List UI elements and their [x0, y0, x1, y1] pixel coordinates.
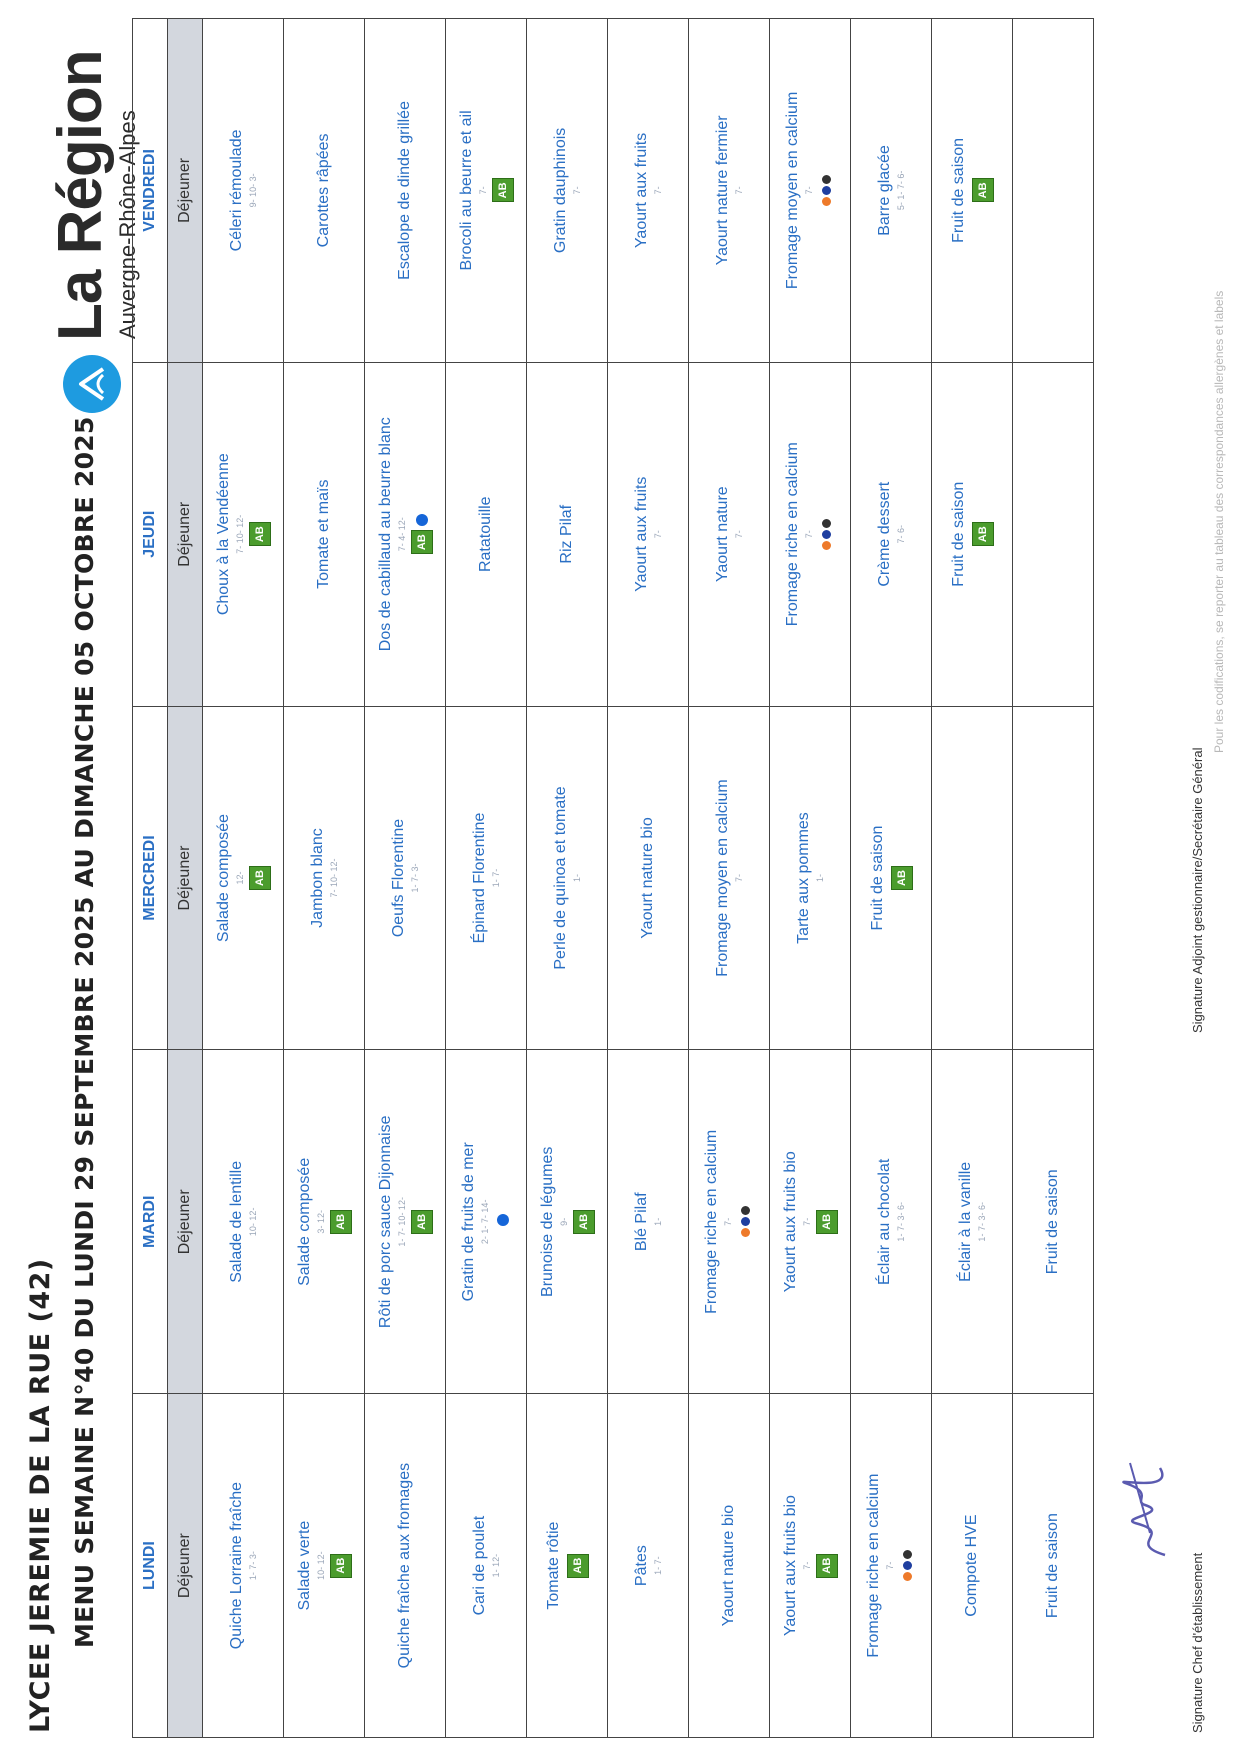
table-row [770, 19, 851, 1738]
menu-cell [932, 1050, 1013, 1394]
menu-cell [1013, 706, 1094, 1050]
menu-cell [689, 362, 770, 706]
allergen-codes: 10- 12- [316, 1551, 326, 1580]
label-badges [818, 25, 836, 356]
mountain-icon [73, 365, 111, 403]
menu-body [203, 19, 1094, 1738]
allergen-codes: 7- 4- 12- [397, 517, 407, 552]
menu-cell [689, 19, 770, 363]
menu-cell [203, 706, 284, 1050]
menu-cell [932, 19, 1013, 363]
table-row [608, 19, 689, 1738]
dish-name: Céleri rémoulade [228, 129, 245, 252]
table-row [689, 19, 770, 1738]
dish-name: Gratin dauphinois [552, 127, 569, 254]
menu-title: MENU SEMAINE N°40 DU LUNDI 29 SEPTEMBRE 2025 AU DIMANCHE 05 OCTOBRE 2025 [70, 416, 99, 1648]
calcium-dot-icon [822, 175, 831, 184]
menu-cell [284, 706, 365, 1050]
organic-ab-icon: AB [249, 522, 271, 546]
dish-name: Choux à la Vendéenne [215, 453, 232, 616]
allergen-codes: 9- [559, 1217, 569, 1226]
dish-name: Yaourt nature bio [639, 817, 656, 939]
menu-cell [851, 19, 932, 363]
allergen-codes: 7- [734, 530, 744, 539]
menu-cell [365, 706, 446, 1050]
school-name: LYCEE JEREMIE DE LA RUE (42) [25, 1258, 56, 1733]
menu-cell [770, 1050, 851, 1394]
label-badges [492, 25, 514, 356]
allergen-codes: 7- [722, 1217, 733, 1226]
label-badges [249, 713, 271, 1044]
menu-cell [365, 362, 446, 706]
dish-name: Éclair à la vanille [957, 1161, 974, 1282]
menu-table [132, 18, 1094, 1738]
organic-ab-icon: AB [573, 1210, 595, 1234]
menu-cell [284, 1394, 365, 1738]
allergen-codes: 1- [815, 874, 825, 883]
menu-cell [527, 1050, 608, 1394]
meal-header: Déjeuner [168, 1394, 203, 1738]
menu-cell [446, 1050, 527, 1394]
table-row [851, 19, 932, 1738]
menu-cell [365, 1050, 446, 1394]
meal-header-row [168, 19, 203, 1738]
organic-ab-icon: AB [567, 1554, 589, 1578]
menu-cell [284, 362, 365, 706]
dish-name: Fromage riche en calcium [783, 442, 801, 627]
menu-cell [851, 1050, 932, 1394]
menu-cell [527, 362, 608, 706]
menu-cell [851, 362, 932, 706]
meal-header: Déjeuner [168, 1050, 203, 1394]
dish-name: Oeufs Florentine [390, 818, 407, 938]
table-row [284, 19, 365, 1738]
label-badges [816, 1400, 838, 1731]
allergen-codes: 7- [653, 530, 663, 539]
label-badges [330, 1056, 352, 1387]
label-badges [972, 25, 994, 356]
label-badges [249, 369, 271, 700]
dish-name: Brunoise de légumes [539, 1146, 556, 1297]
meal-header: Déjeuner [168, 706, 203, 1050]
dish-name: Barre glacée [876, 145, 893, 236]
menu-cell [446, 706, 527, 1050]
allergen-codes: 1- 7- 10- 12- [397, 1197, 407, 1247]
menu-cell [527, 19, 608, 363]
table-row [446, 19, 527, 1738]
allergen-codes: 1- 7- 3- 6- [977, 1202, 987, 1242]
dish-name: Yaourt nature bio [720, 1504, 737, 1627]
menu-cell [284, 19, 365, 363]
dish-name: Éclair au chocolat [876, 1158, 893, 1285]
menu-cell [608, 1050, 689, 1394]
dish-name: Yaourt nature [714, 486, 731, 583]
dish-name: Yaourt aux fruits bio [782, 1151, 799, 1293]
calcium-dot-icon [741, 1206, 750, 1215]
menu-cell [932, 362, 1013, 706]
dish-name: Fromage riche en calcium [864, 1473, 882, 1658]
allergen-codes: 7- [802, 1217, 812, 1226]
meal-header: Déjeuner [168, 362, 203, 706]
calcium-dot-icon [903, 1550, 912, 1559]
dish-name: Ratatouille [477, 496, 494, 573]
msc-fish-icon [497, 1214, 509, 1226]
menu-cell [284, 1050, 365, 1394]
organic-ab-icon: AB [411, 530, 433, 554]
organic-ab-icon: AB [492, 178, 514, 202]
organic-ab-icon: AB [891, 866, 913, 890]
dish-name: Escalope de dinde grillée [396, 101, 413, 280]
dish-name: Cari de poulet [471, 1515, 488, 1616]
menu-cell [608, 19, 689, 363]
dish-name: Fruit de saison [1044, 1513, 1061, 1619]
label-badges [573, 1056, 595, 1387]
dish-name: Brocoli au beurre et ail [458, 110, 475, 271]
dish-name: Salade verte [296, 1520, 313, 1611]
menu-cell [689, 1394, 770, 1738]
calcium-dot-icon [741, 1217, 750, 1226]
dish-name: Fromage moyen en calcium [714, 779, 731, 977]
calcium-dot-icon [822, 541, 831, 550]
menu-cell [203, 1050, 284, 1394]
table-row [527, 19, 608, 1738]
calcium-label-icon [899, 1549, 917, 1582]
dish-name: Quiche fraîche aux fromages [396, 1462, 413, 1669]
calcium-dot-icon [822, 519, 831, 528]
allergen-codes: 1- [653, 1217, 663, 1226]
msc-fish-icon [416, 514, 428, 526]
organic-ab-icon: AB [249, 866, 271, 890]
region-logo [25, 13, 140, 413]
allergen-codes: 1- 7- [653, 1556, 663, 1575]
label-badges [411, 369, 433, 700]
calcium-dot-icon [822, 197, 831, 206]
menu-cell [770, 19, 851, 363]
calcium-label-icon [818, 174, 836, 207]
dish-name: Jambon blanc [309, 828, 326, 928]
label-badges [899, 1400, 917, 1731]
menu-cell [770, 706, 851, 1050]
menu-cell [446, 1394, 527, 1738]
signature-chef: Signature Chef d'établissement [1190, 1552, 1205, 1733]
region-logo-mark [63, 355, 121, 413]
menu-cell [203, 1394, 284, 1738]
allergen-codes: 1- 12- [491, 1553, 501, 1578]
signature-adjoint: Signature Adjoint gestionnaire/Secrétaire Général [1190, 747, 1205, 1033]
menu-cell [689, 706, 770, 1050]
allergen-codes: 3- 12- [316, 1210, 326, 1234]
organic-ab-icon: AB [816, 1210, 838, 1234]
dish-name: Perle de quinoa et tomate [552, 786, 569, 970]
organic-ab-icon: AB [972, 178, 994, 202]
calcium-label-icon [737, 1205, 755, 1238]
dish-name: Quiche Lorraine fraîche [228, 1482, 245, 1650]
dish-name: Fruit de saison [869, 825, 886, 931]
dish-name: Salade de lentille [228, 1160, 245, 1283]
allergen-codes: 1- 7- [491, 868, 501, 888]
menu-cell [1013, 362, 1094, 706]
handwritten-signature [1105, 1453, 1185, 1563]
allergen-codes: 5- 1- 7- 6- [896, 170, 906, 211]
organic-ab-icon: AB [330, 1554, 352, 1578]
organic-ab-icon: AB [411, 1210, 433, 1234]
calcium-label-icon [818, 518, 836, 551]
dish-name: Dos de cabillaud au beurre blanc [377, 417, 394, 652]
menu-cell [527, 706, 608, 1050]
allergen-codes: 10- 12- [248, 1207, 258, 1237]
organic-ab-icon: AB [330, 1210, 352, 1234]
label-badges [411, 1056, 433, 1387]
label-badges [818, 369, 836, 700]
dish-name: Tomate et maïs [315, 479, 332, 589]
allergen-codes: 1- 7- 3- [248, 1551, 258, 1581]
organic-ab-icon: AB [816, 1554, 838, 1578]
allergen-codes: 7- [734, 186, 744, 195]
menu-cell [1013, 1050, 1094, 1394]
dish-name: Fruit de saison [1044, 1169, 1061, 1275]
menu-cell [527, 1394, 608, 1738]
allergen-codes: 2- 1- 7- 14- [480, 1199, 490, 1245]
menu-cell [365, 1394, 446, 1738]
dish-name: Riz Pilaf [558, 504, 575, 564]
dish-name: Fromage riche en calcium [702, 1129, 720, 1314]
day-header: JEUDI [133, 362, 168, 706]
allergen-codes: 7- [803, 530, 814, 539]
label-badges [494, 1056, 512, 1387]
menu-cell [689, 1050, 770, 1394]
dish-name: Blé Pilaf [633, 1192, 650, 1252]
menu-cell [203, 19, 284, 363]
allergen-codes: 1- [572, 874, 582, 883]
dish-name: Salade composée [215, 813, 232, 943]
menu-cell [608, 1394, 689, 1738]
label-badges [567, 1400, 589, 1731]
allergen-codes: 7- 10- 12- [329, 858, 339, 898]
logo-subtitle: Auvergne-Rhône-Alpes [115, 110, 140, 339]
menu-cell [1013, 1394, 1094, 1738]
dish-name: Tomate rôtie [545, 1521, 562, 1610]
allergen-codes: 12- [235, 871, 245, 885]
dish-name: Gratin de fruits de mer [460, 1142, 477, 1302]
menu-cell [851, 1394, 932, 1738]
menu-cell [1013, 19, 1094, 363]
dish-name: Yaourt aux fruits [633, 476, 650, 592]
allergen-codes: 7- 6- [896, 524, 906, 544]
table-row [203, 19, 284, 1738]
allergen-codes: 7- [572, 186, 582, 195]
allergen-codes: 7- [802, 1561, 812, 1570]
dish-name: Tarte aux pommes [795, 812, 812, 944]
menu-cell [446, 19, 527, 363]
table-row [365, 19, 446, 1738]
calcium-dot-icon [822, 186, 831, 195]
day-header: MARDI [133, 1050, 168, 1394]
label-badges [891, 713, 913, 1044]
label-badges [972, 369, 994, 700]
dish-name: Yaourt nature fermier [714, 115, 731, 266]
menu-cell [770, 362, 851, 706]
menu-cell [446, 362, 527, 706]
dish-name: Salade composée [296, 1157, 313, 1286]
dish-name: Fromage moyen en calcium [783, 91, 801, 290]
menu-cell [365, 19, 446, 363]
logo-name: La Région [46, 50, 115, 341]
allergen-codes: 7- [653, 186, 663, 195]
label-badges [816, 1056, 838, 1387]
dish-name: Pâtes [633, 1545, 650, 1587]
organic-ab-icon: AB [972, 522, 994, 546]
footer-note: Pour les codifications, se reporter au tableau des correspondances allergènes et labels [1212, 290, 1226, 753]
day-header: VENDREDI [133, 19, 168, 363]
meal-header: Déjeuner [168, 19, 203, 363]
calcium-dot-icon [822, 530, 831, 539]
menu-cell [203, 362, 284, 706]
menu-cell [932, 1394, 1013, 1738]
dish-name: Yaourt aux fruits [633, 132, 650, 249]
dish-name: Crème dessert [876, 481, 893, 587]
calcium-dot-icon [903, 1561, 912, 1570]
dish-name: Épinard Florentine [471, 812, 488, 944]
menu-cell [608, 706, 689, 1050]
allergen-codes: 1- 7- 3- [410, 863, 420, 893]
menu-cell [608, 362, 689, 706]
day-header: LUNDI [133, 1394, 168, 1738]
allergen-codes: 7- [478, 186, 488, 195]
day-header: MERCREDI [133, 706, 168, 1050]
dish-name: Yaourt aux fruits bio [782, 1495, 799, 1637]
calcium-dot-icon [903, 1572, 912, 1581]
calcium-dot-icon [741, 1228, 750, 1237]
allergen-codes: 7- [884, 1561, 895, 1570]
table-row [1013, 19, 1094, 1738]
day-header-row [133, 19, 168, 1738]
menu-cell [770, 1394, 851, 1738]
dish-name: Rôti de porc sauce Dijonnaise [377, 1115, 394, 1329]
allergen-codes: 9- 10- 3- [248, 173, 258, 208]
menu-cell [851, 706, 932, 1050]
dish-name: Carottes râpées [315, 133, 332, 248]
allergen-codes: 1- 7- 3- 6- [896, 1202, 906, 1242]
dish-name: Compote HVE [963, 1514, 980, 1617]
label-badges [330, 1400, 352, 1731]
dish-name: Fruit de saison [950, 137, 967, 243]
table-row [932, 19, 1013, 1738]
dish-name: Fruit de saison [950, 481, 967, 587]
allergen-codes: 7- [734, 874, 744, 883]
allergen-codes: 7- [803, 186, 814, 195]
label-badges [737, 1056, 755, 1387]
menu-cell [932, 706, 1013, 1050]
allergen-codes: 7- 10- 12- [235, 514, 245, 554]
